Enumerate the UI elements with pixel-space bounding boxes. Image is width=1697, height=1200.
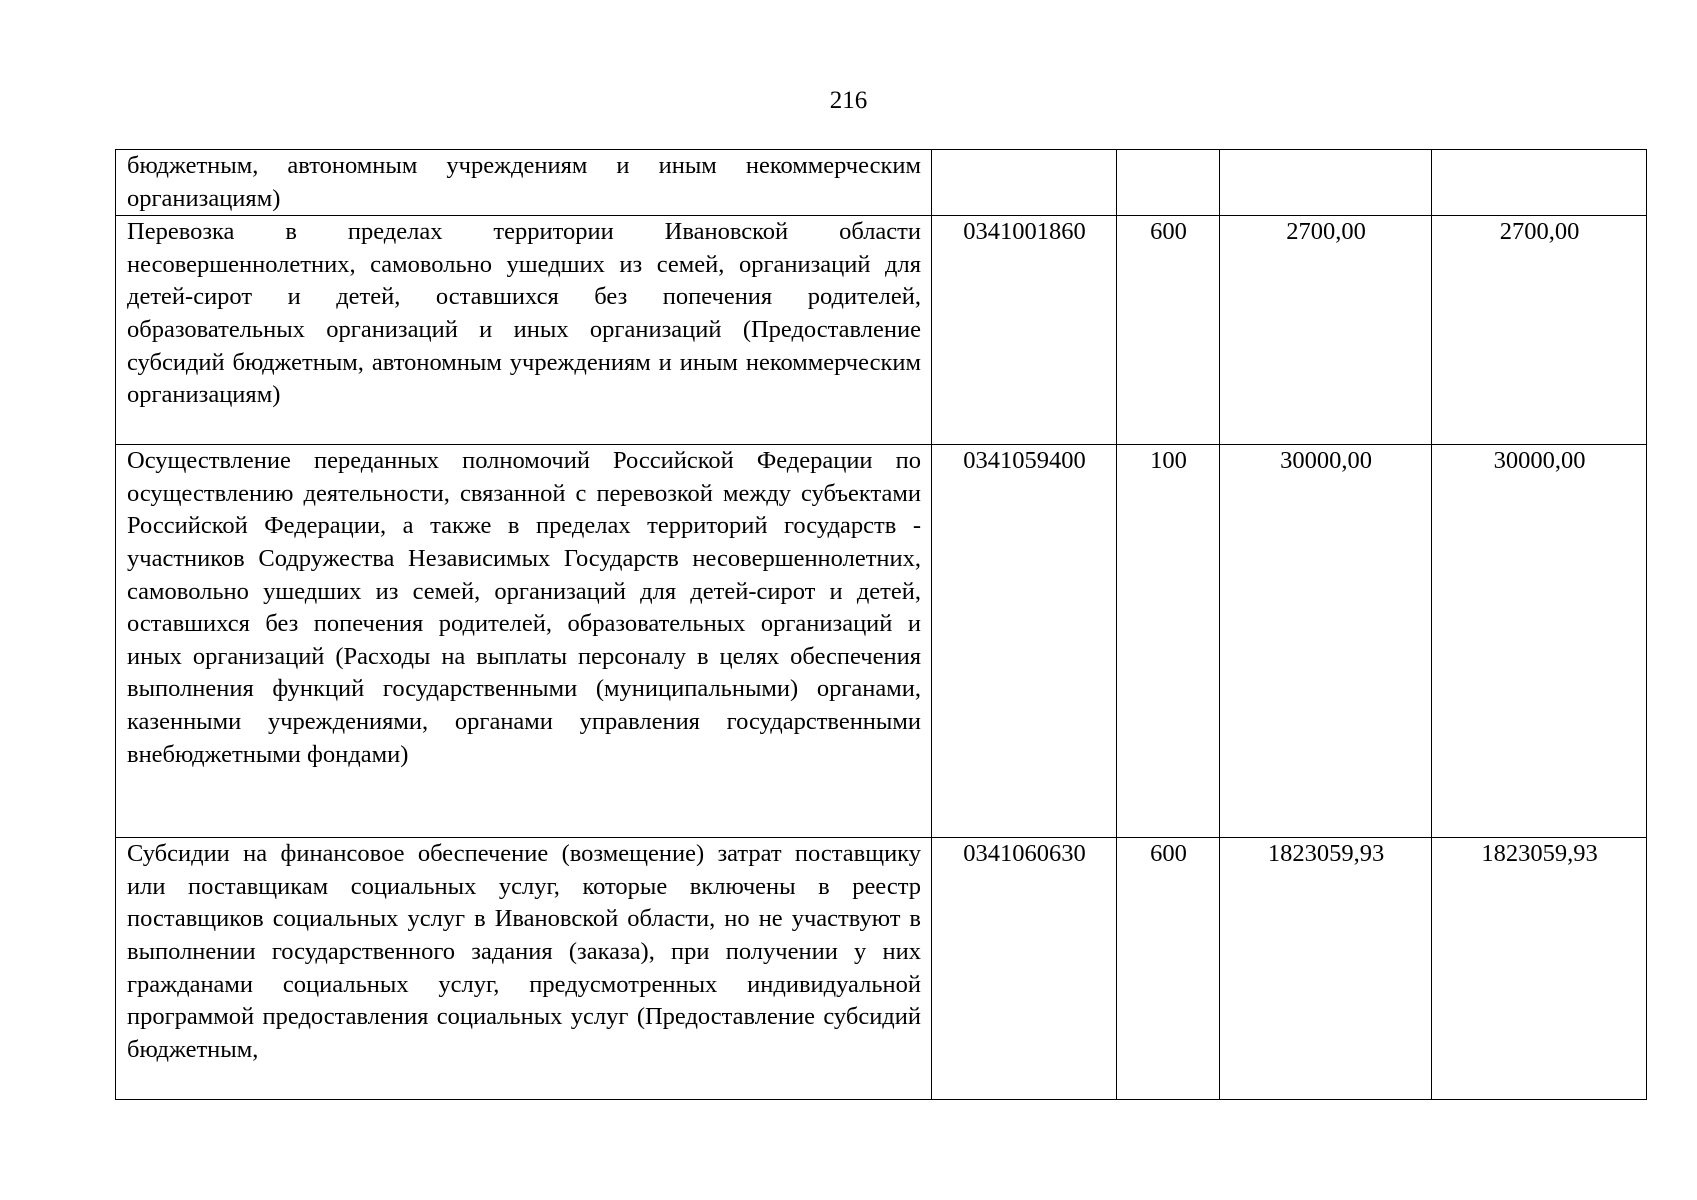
row-expense-type: 600 [1117,838,1220,1100]
row-target-code: 0341001860 [932,216,1117,445]
row-expense-type [1117,150,1220,216]
table-row [116,838,1647,1100]
row-target-code: 0341060630 [932,838,1117,1100]
row-expense-type: 600 [1117,216,1220,445]
row-amount-2: 1823059,93 [1432,838,1647,1100]
table-row [116,445,1647,838]
budget-table [115,149,1647,1100]
row-amount-2: 2700,00 [1432,216,1647,445]
row-amount-1: 2700,00 [1220,216,1432,445]
row-description: Перевозка в пределах территории Ивановской области несовершеннолетних, самовольно ушедших из семей, организаций для детей-сирот и детей, оставшихся без попечения родителей, образовательных организаций и иных организаций (Предоставление субсидий бюджетным, автономным учреждениям и иным некоммерческим организациям) [116,216,932,445]
row-amount-1 [1220,150,1432,216]
row-description: Осуществление переданных полномочий Российской Федерации по осуществлению деятельности, связанной с перевозкой между субъектами Российской Федерации, а также в пределах территорий государств - участников Содружества Независимых Государств несовершеннолетних, самовольно ушедших из семей, организаций для детей-сирот и детей, оставшихся без попечения родителей, образовательных организаций и иных организаций (Расходы на выплаты персоналу в целях обеспечения выполнения функций государственными (муниципальными) органами, казенными учреждениями, органами управления государственными внебюджетными фондами) [116,445,932,838]
row-description: бюджетным, автономным учреждениям и иным некоммерческим организациям) [116,150,932,216]
row-target-code [932,150,1117,216]
row-description: Субсидии на финансовое обеспечение (возмещение) затрат поставщику или поставщикам социальных услуг, которые включены в реестр поставщиков социальных услуг в Ивановской области, но не участвуют в выполнении государственного задания (заказа), при получении у них гражданами социальных услуг, предусмотренных индивидуальной программой предоставления социальных услуг (Предоставление субсидий бюджетным, [116,838,932,1100]
table-row [116,150,1647,216]
row-amount-2 [1432,150,1647,216]
row-expense-type: 100 [1117,445,1220,838]
row-amount-1: 30000,00 [1220,445,1432,838]
page-number: 216 [829,87,868,114]
row-target-code: 0341059400 [932,445,1117,838]
row-amount-1: 1823059,93 [1220,838,1432,1100]
row-amount-2: 30000,00 [1432,445,1647,838]
table-row [116,216,1647,445]
